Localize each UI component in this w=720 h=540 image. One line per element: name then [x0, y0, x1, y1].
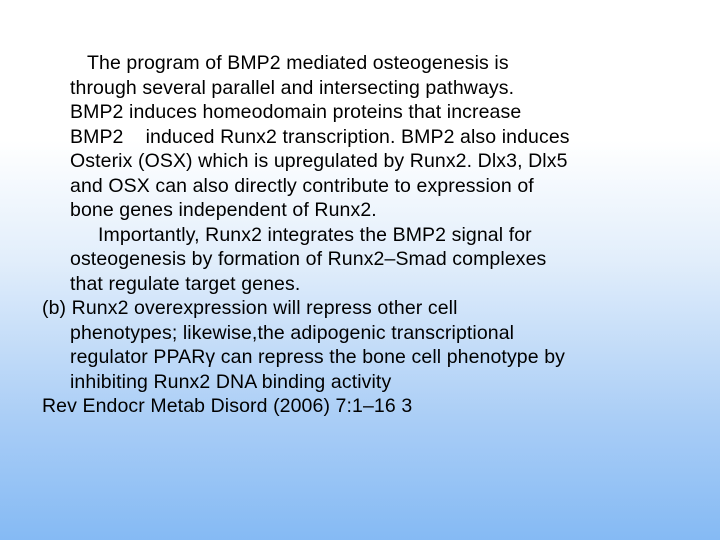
text-line: Importantly, Runx2 integrates the BMP2 signal for	[98, 223, 532, 246]
text-line: phenotypes; likewise,the adipogenic transcriptional	[70, 321, 515, 344]
text-line: inhibiting Runx2 DNA binding activity	[70, 370, 392, 393]
text-line: Osterix (OSX) which is upregulated by Runx2. Dlx3, Dlx5	[70, 150, 568, 172]
paragraph-bmp2-pathways	[42, 51, 692, 223]
slide-body-text	[42, 51, 692, 419]
text-line: through several parallel and intersecting pathways.	[70, 76, 515, 99]
citation-text: Rev Endocr Metab Disord (2006) 7:1–16 3	[42, 395, 413, 417]
text-line: and OSX can also directly contribute to expression of	[70, 174, 534, 197]
text-line: that regulate target genes.	[70, 272, 301, 295]
citation	[42, 394, 692, 419]
paragraph-runx2-integration	[42, 223, 692, 297]
text-line: regulator PPARγ can repress the bone cell phenotype by	[70, 346, 565, 368]
text-line: BMP2 induced Runx2 transcription. BMP2 also induces	[70, 125, 570, 148]
paragraph-runx2-overexpression	[42, 296, 692, 394]
text-line: The program of BMP2 mediated osteogenesis is	[87, 52, 509, 74]
text-line: bone genes independent of Runx2.	[70, 199, 377, 221]
text-line: (b) Runx2 overexpression will repress other cell	[42, 297, 458, 319]
text-line: osteogenesis by formation of Runx2–Smad complexes	[70, 248, 547, 270]
text-line: BMP2 induces homeodomain proteins that increase	[70, 101, 522, 123]
